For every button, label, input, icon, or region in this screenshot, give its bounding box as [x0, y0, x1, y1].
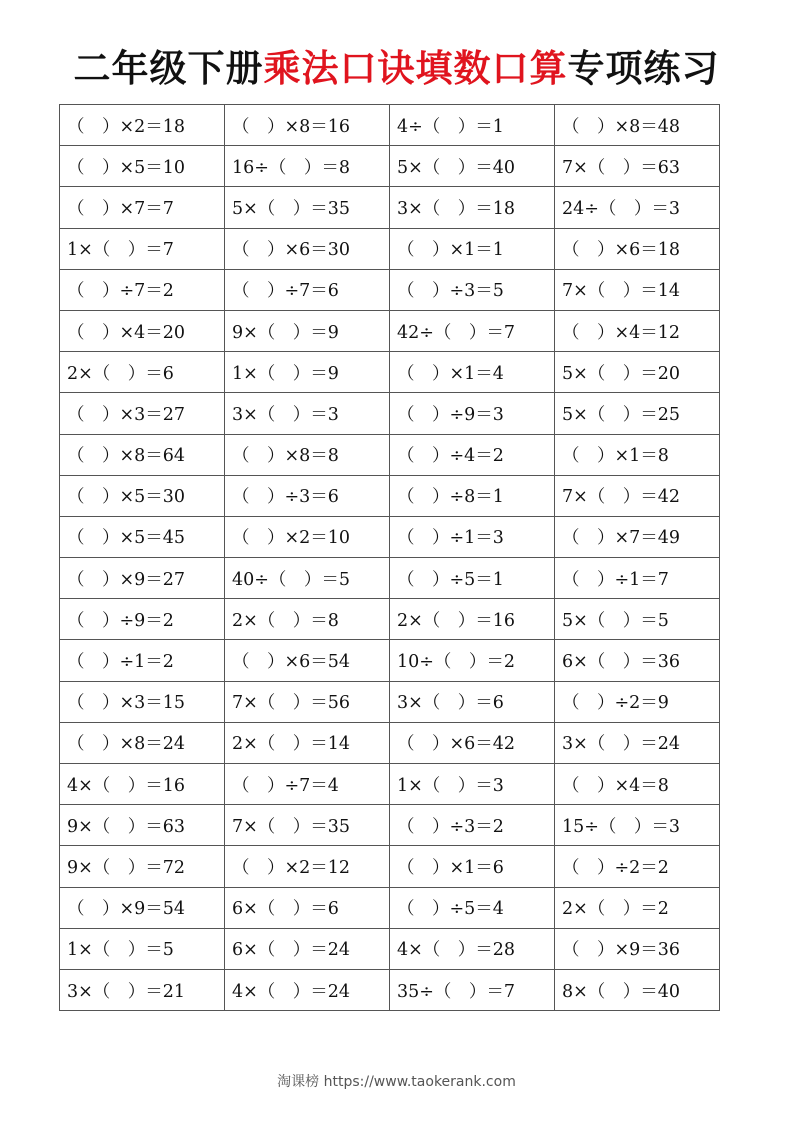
- exercise-cell: （ ）÷9＝3: [390, 393, 555, 434]
- table-row: [60, 599, 720, 640]
- exercise-cell: 2×（ ）＝8: [225, 599, 390, 640]
- exercise-cell: 3×（ ）＝6: [390, 681, 555, 722]
- exercise-cell: （ ）÷9＝2: [60, 599, 225, 640]
- exercise-cell: 1×（ ）＝9: [225, 352, 390, 393]
- page-title: [0, 38, 793, 92]
- exercise-cell: 9×（ ）＝63: [60, 805, 225, 846]
- exercise-cell: 5×（ ）＝35: [225, 187, 390, 228]
- exercise-cell: （ ）×4＝20: [60, 310, 225, 351]
- exercise-cell: 6×（ ）＝24: [225, 928, 390, 969]
- exercise-cell: （ ）÷1＝3: [390, 516, 555, 557]
- exercise-cell: （ ）×7＝49: [555, 516, 720, 557]
- table-row: [60, 228, 720, 269]
- exercise-cell: （ ）×8＝64: [60, 434, 225, 475]
- exercise-cell: （ ）×4＝12: [555, 310, 720, 351]
- exercise-cell: （ ）×8＝8: [225, 434, 390, 475]
- exercise-cell: （ ）×4＝8: [555, 764, 720, 805]
- exercise-cell: 40÷（ ）＝5: [225, 558, 390, 599]
- table-row: [60, 846, 720, 887]
- exercise-cell: 2×（ ）＝14: [225, 722, 390, 763]
- table-row: [60, 105, 720, 146]
- footer-watermark: 淘课榜 https://www.taokerank.com: [277, 1074, 516, 1090]
- table-row: [60, 310, 720, 351]
- table-row: [60, 764, 720, 805]
- table-row: [60, 887, 720, 928]
- exercise-cell: （ ）×1＝6: [390, 846, 555, 887]
- exercise-cell: 4×（ ）＝24: [225, 969, 390, 1010]
- exercise-cell: （ ）÷1＝7: [555, 558, 720, 599]
- table-row: [60, 640, 720, 681]
- exercise-cell: 3×（ ）＝3: [225, 393, 390, 434]
- exercise-cell: （ ）×3＝27: [60, 393, 225, 434]
- exercise-cell: 4×（ ）＝16: [60, 764, 225, 805]
- exercise-cell: 4×（ ）＝28: [390, 928, 555, 969]
- exercise-cell: （ ）×5＝10: [60, 146, 225, 187]
- exercise-cell: 7×（ ）＝63: [555, 146, 720, 187]
- table-row: [60, 269, 720, 310]
- exercise-cell: （ ）×1＝4: [390, 352, 555, 393]
- title-grade: 二年级下册: [73, 47, 264, 90]
- exercise-cell: （ ）×2＝18: [60, 105, 225, 146]
- exercise-cell: 1×（ ）＝3: [390, 764, 555, 805]
- exercise-cell: （ ）÷7＝2: [60, 269, 225, 310]
- exercise-cell: （ ）×6＝18: [555, 228, 720, 269]
- exercise-cell: （ ）×1＝8: [555, 434, 720, 475]
- exercise-cell: 3×（ ）＝18: [390, 187, 555, 228]
- exercise-cell: 6×（ ）＝36: [555, 640, 720, 681]
- exercise-cell: 8×（ ）＝40: [555, 969, 720, 1010]
- exercise-cell: 3×（ ）＝24: [555, 722, 720, 763]
- exercise-cell: （ ）÷2＝9: [555, 681, 720, 722]
- exercise-cell: （ ）×3＝15: [60, 681, 225, 722]
- table-row: [60, 352, 720, 393]
- exercise-cell: 24÷（ ）＝3: [555, 187, 720, 228]
- title-suffix: 专项练习: [567, 47, 720, 90]
- exercise-cell: （ ）×5＝45: [60, 516, 225, 557]
- table-row: [60, 722, 720, 763]
- exercise-table-body: [60, 105, 720, 1011]
- exercise-cell: 5×（ ）＝5: [555, 599, 720, 640]
- table-row: [60, 187, 720, 228]
- exercise-cell: 6×（ ）＝6: [225, 887, 390, 928]
- exercise-cell: 3×（ ）＝21: [60, 969, 225, 1010]
- exercise-cell: （ ）×5＝30: [60, 475, 225, 516]
- exercise-table: [59, 104, 720, 1011]
- exercise-cell: 1×（ ）＝5: [60, 928, 225, 969]
- exercise-cell: 5×（ ）＝25: [555, 393, 720, 434]
- exercise-cell: （ ）×7＝7: [60, 187, 225, 228]
- exercise-cell: 7×（ ）＝42: [555, 475, 720, 516]
- exercise-cell: 5×（ ）＝40: [390, 146, 555, 187]
- exercise-cell: 4÷（ ）＝1: [390, 105, 555, 146]
- title-topic: 乘法口诀填数口算: [263, 47, 568, 90]
- exercise-cell: （ ）÷5＝4: [390, 887, 555, 928]
- exercise-cell: 15÷（ ）＝3: [555, 805, 720, 846]
- exercise-cell: （ ）÷7＝4: [225, 764, 390, 805]
- table-row: [60, 681, 720, 722]
- table-row: [60, 475, 720, 516]
- exercise-cell: 16÷（ ）＝8: [225, 146, 390, 187]
- exercise-cell: （ ）÷3＝2: [390, 805, 555, 846]
- exercise-cell: （ ）÷3＝5: [390, 269, 555, 310]
- exercise-cell: （ ）÷2＝2: [555, 846, 720, 887]
- exercise-cell: 2×（ ）＝16: [390, 599, 555, 640]
- exercise-cell: 9×（ ）＝72: [60, 846, 225, 887]
- exercise-cell: 7×（ ）＝35: [225, 805, 390, 846]
- exercise-cell: 42÷（ ）＝7: [390, 310, 555, 351]
- exercise-cell: （ ）×9＝27: [60, 558, 225, 599]
- table-row: [60, 434, 720, 475]
- exercise-cell: （ ）×6＝42: [390, 722, 555, 763]
- table-row: [60, 146, 720, 187]
- table-row: [60, 928, 720, 969]
- exercise-cell: （ ）÷1＝2: [60, 640, 225, 681]
- exercise-cell: （ ）×8＝16: [225, 105, 390, 146]
- exercise-cell: （ ）÷7＝6: [225, 269, 390, 310]
- exercise-cell: 2×（ ）＝2: [555, 887, 720, 928]
- exercise-cell: （ ）÷5＝1: [390, 558, 555, 599]
- exercise-cell: （ ）×2＝10: [225, 516, 390, 557]
- exercise-cell: 10÷（ ）＝2: [390, 640, 555, 681]
- table-row: [60, 805, 720, 846]
- exercise-cell: 2×（ ）＝6: [60, 352, 225, 393]
- exercise-cell: 35÷（ ）＝7: [390, 969, 555, 1010]
- exercise-cell: 7×（ ）＝14: [555, 269, 720, 310]
- exercise-cell: （ ）×8＝24: [60, 722, 225, 763]
- exercise-cell: （ ）×9＝54: [60, 887, 225, 928]
- exercise-cell: （ ）×9＝36: [555, 928, 720, 969]
- exercise-cell: （ ）×6＝54: [225, 640, 390, 681]
- exercise-cell: （ ）×8＝48: [555, 105, 720, 146]
- exercise-cell: 1×（ ）＝7: [60, 228, 225, 269]
- exercise-cell: （ ）×2＝12: [225, 846, 390, 887]
- exercise-cell: 9×（ ）＝9: [225, 310, 390, 351]
- exercise-cell: 5×（ ）＝20: [555, 352, 720, 393]
- table-row: [60, 969, 720, 1010]
- exercise-cell: （ ）÷3＝6: [225, 475, 390, 516]
- exercise-cell: （ ）÷8＝1: [390, 475, 555, 516]
- table-row: [60, 516, 720, 557]
- table-row: [60, 558, 720, 599]
- exercise-cell: 7×（ ）＝56: [225, 681, 390, 722]
- exercise-cell: （ ）×6＝30: [225, 228, 390, 269]
- exercise-cell: （ ）×1＝1: [390, 228, 555, 269]
- exercise-cell: （ ）÷4＝2: [390, 434, 555, 475]
- table-row: [60, 393, 720, 434]
